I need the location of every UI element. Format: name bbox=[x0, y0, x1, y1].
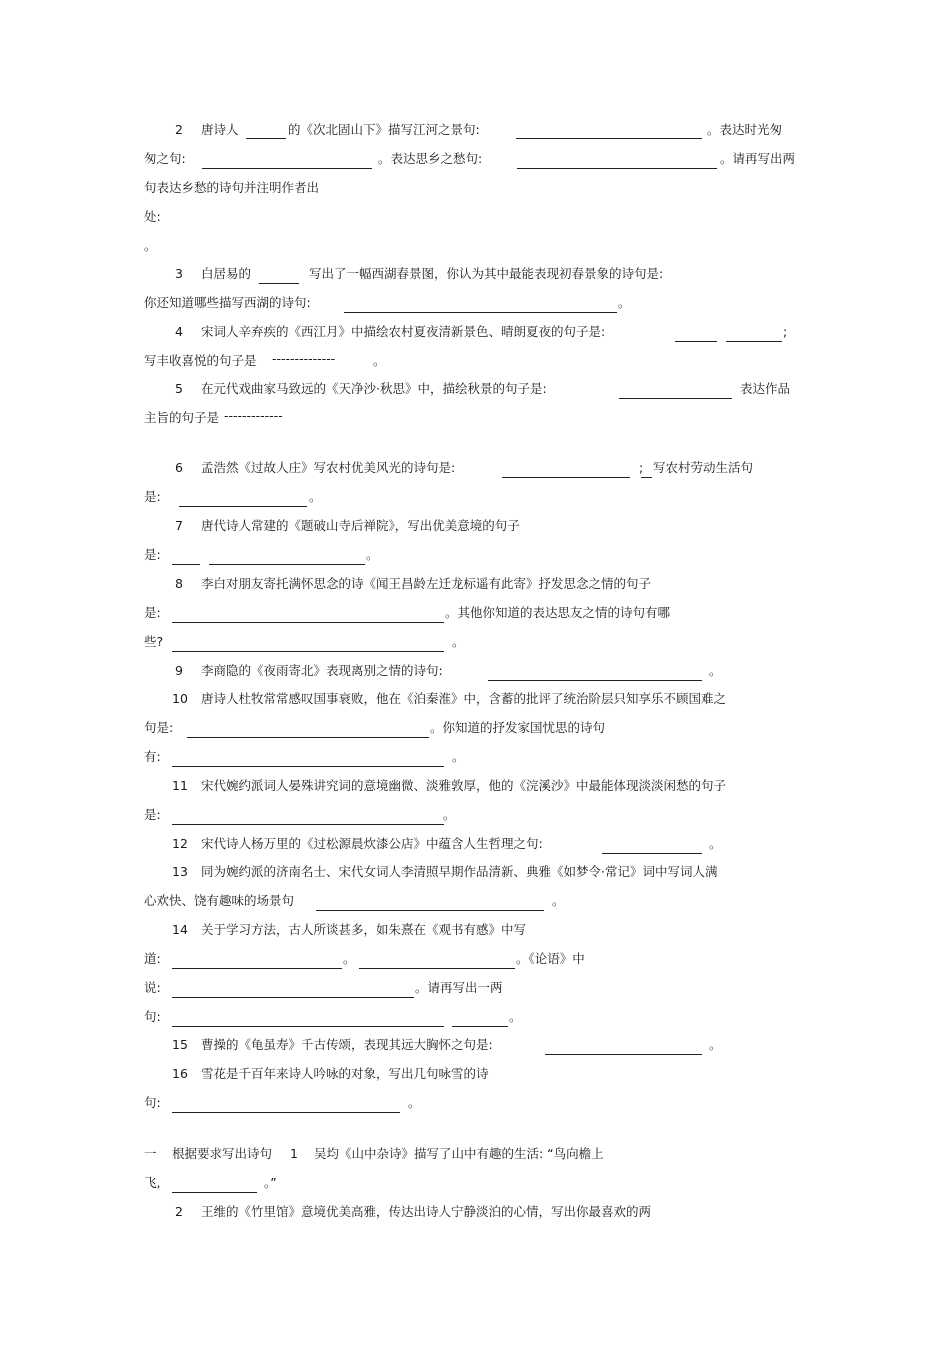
q4-number: 4 bbox=[175, 324, 183, 339]
q7-blank-2[interactable] bbox=[209, 550, 365, 565]
q6-short-blank[interactable] bbox=[641, 463, 652, 478]
q13-text: 。 bbox=[552, 893, 565, 908]
sec-q2-text: 王维的《竹里馆》意境优美高雅，传达出诗人宁静淡泊的心情，写出你最喜欢的两 bbox=[201, 1204, 652, 1219]
q9-number: 9 bbox=[175, 663, 183, 678]
q3-text: 白居易的 bbox=[201, 266, 252, 281]
q11-blank[interactable] bbox=[172, 810, 444, 825]
q8-text: 是: bbox=[144, 605, 161, 620]
q6-text: 孟浩然《过故人庄》写农村优美风光的诗句是: bbox=[201, 460, 456, 475]
q5-text: 在元代戏曲家马致远的《天净沙·秋思》中，描绘秋景的句子是: bbox=[201, 381, 547, 396]
q13-text: 同为婉约派的济南名士、宋代女词人李清照早期作品清新、典雅《如梦令·常记》词中写词人满 bbox=[201, 864, 718, 879]
q3-text: 你还知道哪些描写西湖的诗句: bbox=[144, 295, 311, 310]
sec-q2-number: 2 bbox=[175, 1204, 183, 1219]
q14-text: 。 bbox=[343, 951, 356, 966]
q10-text: 唐诗人杜牧常常感叹国事衰败，他在《泊秦淮》中，含蓄的批评了统治阶层只知享乐不顾国难之 bbox=[201, 691, 727, 706]
q13-text: 心欢快、饶有趣味的场景句 bbox=[144, 893, 295, 908]
q14-text: 句: bbox=[144, 1009, 161, 1024]
q15-blank[interactable] bbox=[545, 1040, 702, 1055]
q7-blank-1[interactable] bbox=[172, 550, 200, 565]
q4-text: ; bbox=[783, 324, 788, 339]
q16-text: 雪花是千百年来诗人吟咏的对象，写出几句咏雪的诗 bbox=[201, 1066, 489, 1081]
q8-text: 。其他你知道的表达思友之情的诗句有哪 bbox=[445, 605, 671, 620]
q11-text: 是: bbox=[144, 807, 161, 822]
q6-scenery-blank[interactable] bbox=[502, 463, 630, 478]
q12-text: 宋代诗人杨万里的《过松源晨炊漆公店》中蕴含人生哲理之句: bbox=[201, 836, 543, 851]
q4-dashes: -------------- bbox=[272, 351, 336, 366]
q16-blank[interactable] bbox=[172, 1098, 400, 1113]
sec-q1-number: 1 bbox=[290, 1146, 298, 1161]
q14-number: 14 bbox=[172, 922, 188, 937]
q2-text: 。表达时光匆 bbox=[707, 122, 783, 137]
q9-text: 李商隐的《夜雨寄北》表现离别之情的诗句: bbox=[201, 663, 443, 678]
q3-westlake-blank[interactable] bbox=[344, 298, 617, 313]
q5-dashes: ------------- bbox=[224, 408, 283, 423]
q2-text: 的《次北固山下》描写江河之景句: bbox=[288, 122, 480, 137]
q8-number: 8 bbox=[175, 576, 183, 591]
q14-text: 关于学习方法，古人所谈甚多，如朱熹在《观书有感》中写 bbox=[201, 922, 527, 937]
q14-blank-5[interactable] bbox=[452, 1012, 508, 1027]
q14-text: 。请再写出一两 bbox=[415, 980, 503, 995]
q3-title-blank[interactable] bbox=[259, 269, 299, 284]
q15-number: 15 bbox=[172, 1037, 188, 1052]
q14-blank-4[interactable] bbox=[172, 1012, 444, 1027]
q14-text: 。《论语》中 bbox=[516, 951, 585, 966]
q6-text: ; bbox=[639, 460, 644, 475]
q9-blank[interactable] bbox=[488, 666, 702, 681]
q11-text: 。 bbox=[443, 807, 456, 822]
q13-number: 13 bbox=[172, 864, 188, 879]
q14-text: 。 bbox=[509, 1009, 522, 1024]
q2-poet-blank[interactable] bbox=[246, 124, 286, 139]
q7-text: 唐代诗人常建的《题破山寺后禅院》，写出优美意境的句子 bbox=[201, 518, 520, 533]
q7-text: 是: bbox=[144, 547, 161, 562]
q15-text: 曹操的《龟虽寿》千古传颂，表现其远大胸怀之句是: bbox=[201, 1037, 493, 1052]
q13-blank[interactable] bbox=[316, 896, 544, 911]
sec-q1-text: 。” bbox=[264, 1175, 277, 1190]
q8-friend-blank[interactable] bbox=[172, 608, 444, 623]
q6-text: 。 bbox=[309, 489, 322, 504]
q16-text: 。 bbox=[408, 1095, 421, 1110]
q2-scene-blank[interactable] bbox=[516, 124, 702, 139]
q3-number: 3 bbox=[175, 266, 183, 281]
section-label: 一 bbox=[144, 1146, 157, 1161]
q4-text: 宋词人辛弃疾的《西江月》中描绘农村夏夜清新景色、晴朗夏夜的句子是: bbox=[201, 324, 606, 339]
q2-text: 。 bbox=[144, 238, 157, 253]
q9-text: 。 bbox=[709, 663, 722, 678]
q14-blank-1[interactable] bbox=[172, 954, 342, 969]
q2-homesick-blank[interactable] bbox=[517, 154, 717, 169]
q6-labor-blank[interactable] bbox=[179, 492, 307, 507]
q7-text: 。 bbox=[366, 547, 379, 562]
q2-text: 。请再写出两 bbox=[720, 151, 796, 166]
q15-text: 。 bbox=[709, 1037, 722, 1052]
q6-number: 6 bbox=[175, 460, 183, 475]
q2-text: 句表达乡愁的诗句并注明作者出 bbox=[144, 180, 320, 195]
q5-autumn-blank[interactable] bbox=[619, 384, 732, 399]
q10-text: 。 bbox=[452, 749, 465, 764]
q2-text: 匆之句: bbox=[144, 151, 186, 166]
q12-text: 。 bbox=[709, 836, 722, 851]
q10-text: 句是: bbox=[144, 720, 174, 735]
q10-text: 有: bbox=[144, 749, 161, 764]
sec-q1-text: 吴均《山中杂诗》描写了山中有趣的生活: “鸟向檐上 bbox=[314, 1146, 604, 1161]
q8-text: 。 bbox=[452, 634, 465, 649]
q12-number: 12 bbox=[172, 836, 188, 851]
q10-blank-1[interactable] bbox=[187, 723, 429, 738]
q2-text: 。表达思乡之愁句: bbox=[378, 151, 483, 166]
q5-number: 5 bbox=[175, 381, 183, 396]
q10-blank-2[interactable] bbox=[172, 752, 444, 767]
q11-number: 11 bbox=[172, 778, 188, 793]
q5-text: 表达作品 bbox=[740, 381, 791, 396]
q14-blank-3[interactable] bbox=[172, 983, 414, 998]
q4-blank-2[interactable] bbox=[726, 327, 782, 342]
q7-number: 7 bbox=[175, 518, 183, 533]
q14-text: 说: bbox=[144, 980, 161, 995]
q2-number: 2 bbox=[175, 122, 183, 137]
q16-number: 16 bbox=[172, 1066, 188, 1081]
q14-blank-2[interactable] bbox=[359, 954, 515, 969]
q16-text: 句: bbox=[144, 1095, 161, 1110]
q8-text: 些? bbox=[144, 634, 164, 649]
q5-text: 主旨的句子是 bbox=[144, 410, 220, 425]
q6-text: 是: bbox=[144, 489, 161, 504]
q14-text: 道: bbox=[144, 951, 161, 966]
q10-number: 10 bbox=[172, 691, 188, 706]
q4-text: 。 bbox=[373, 353, 386, 368]
q4-text: 写丰收喜悦的句子是 bbox=[144, 353, 257, 368]
q6-text: 写农村劳动生活句 bbox=[653, 460, 754, 475]
q2-time-blank[interactable] bbox=[202, 154, 372, 169]
q2-text: 处: bbox=[144, 209, 161, 224]
sec-q1-text: 飞, bbox=[144, 1175, 161, 1190]
q3-text: 。 bbox=[618, 295, 631, 310]
q11-text: 宋代婉约派词人晏殊讲究词的意境幽微、淡雅敦厚，他的《浣溪沙》中最能体现淡淡闲愁的句子 bbox=[201, 778, 727, 793]
q8-other-blank[interactable] bbox=[172, 637, 444, 652]
q2-text: 唐诗人 bbox=[201, 122, 239, 137]
q3-text: 写出了一幅西湖春景图，你认为其中最能表现初春景象的诗句是: bbox=[309, 266, 664, 281]
section-title: 根据要求写出诗句 bbox=[172, 1146, 273, 1161]
q10-text: 。你知道的抒发家国忧思的诗句 bbox=[430, 720, 606, 735]
q12-blank[interactable] bbox=[602, 839, 702, 854]
sec-q1-blank[interactable] bbox=[172, 1178, 257, 1193]
q8-text: 李白对朋友寄托满怀思念的诗《闻王昌龄左迁龙标遥有此寄》抒发思念之情的句子 bbox=[201, 576, 652, 591]
q4-blank-1[interactable] bbox=[675, 327, 717, 342]
